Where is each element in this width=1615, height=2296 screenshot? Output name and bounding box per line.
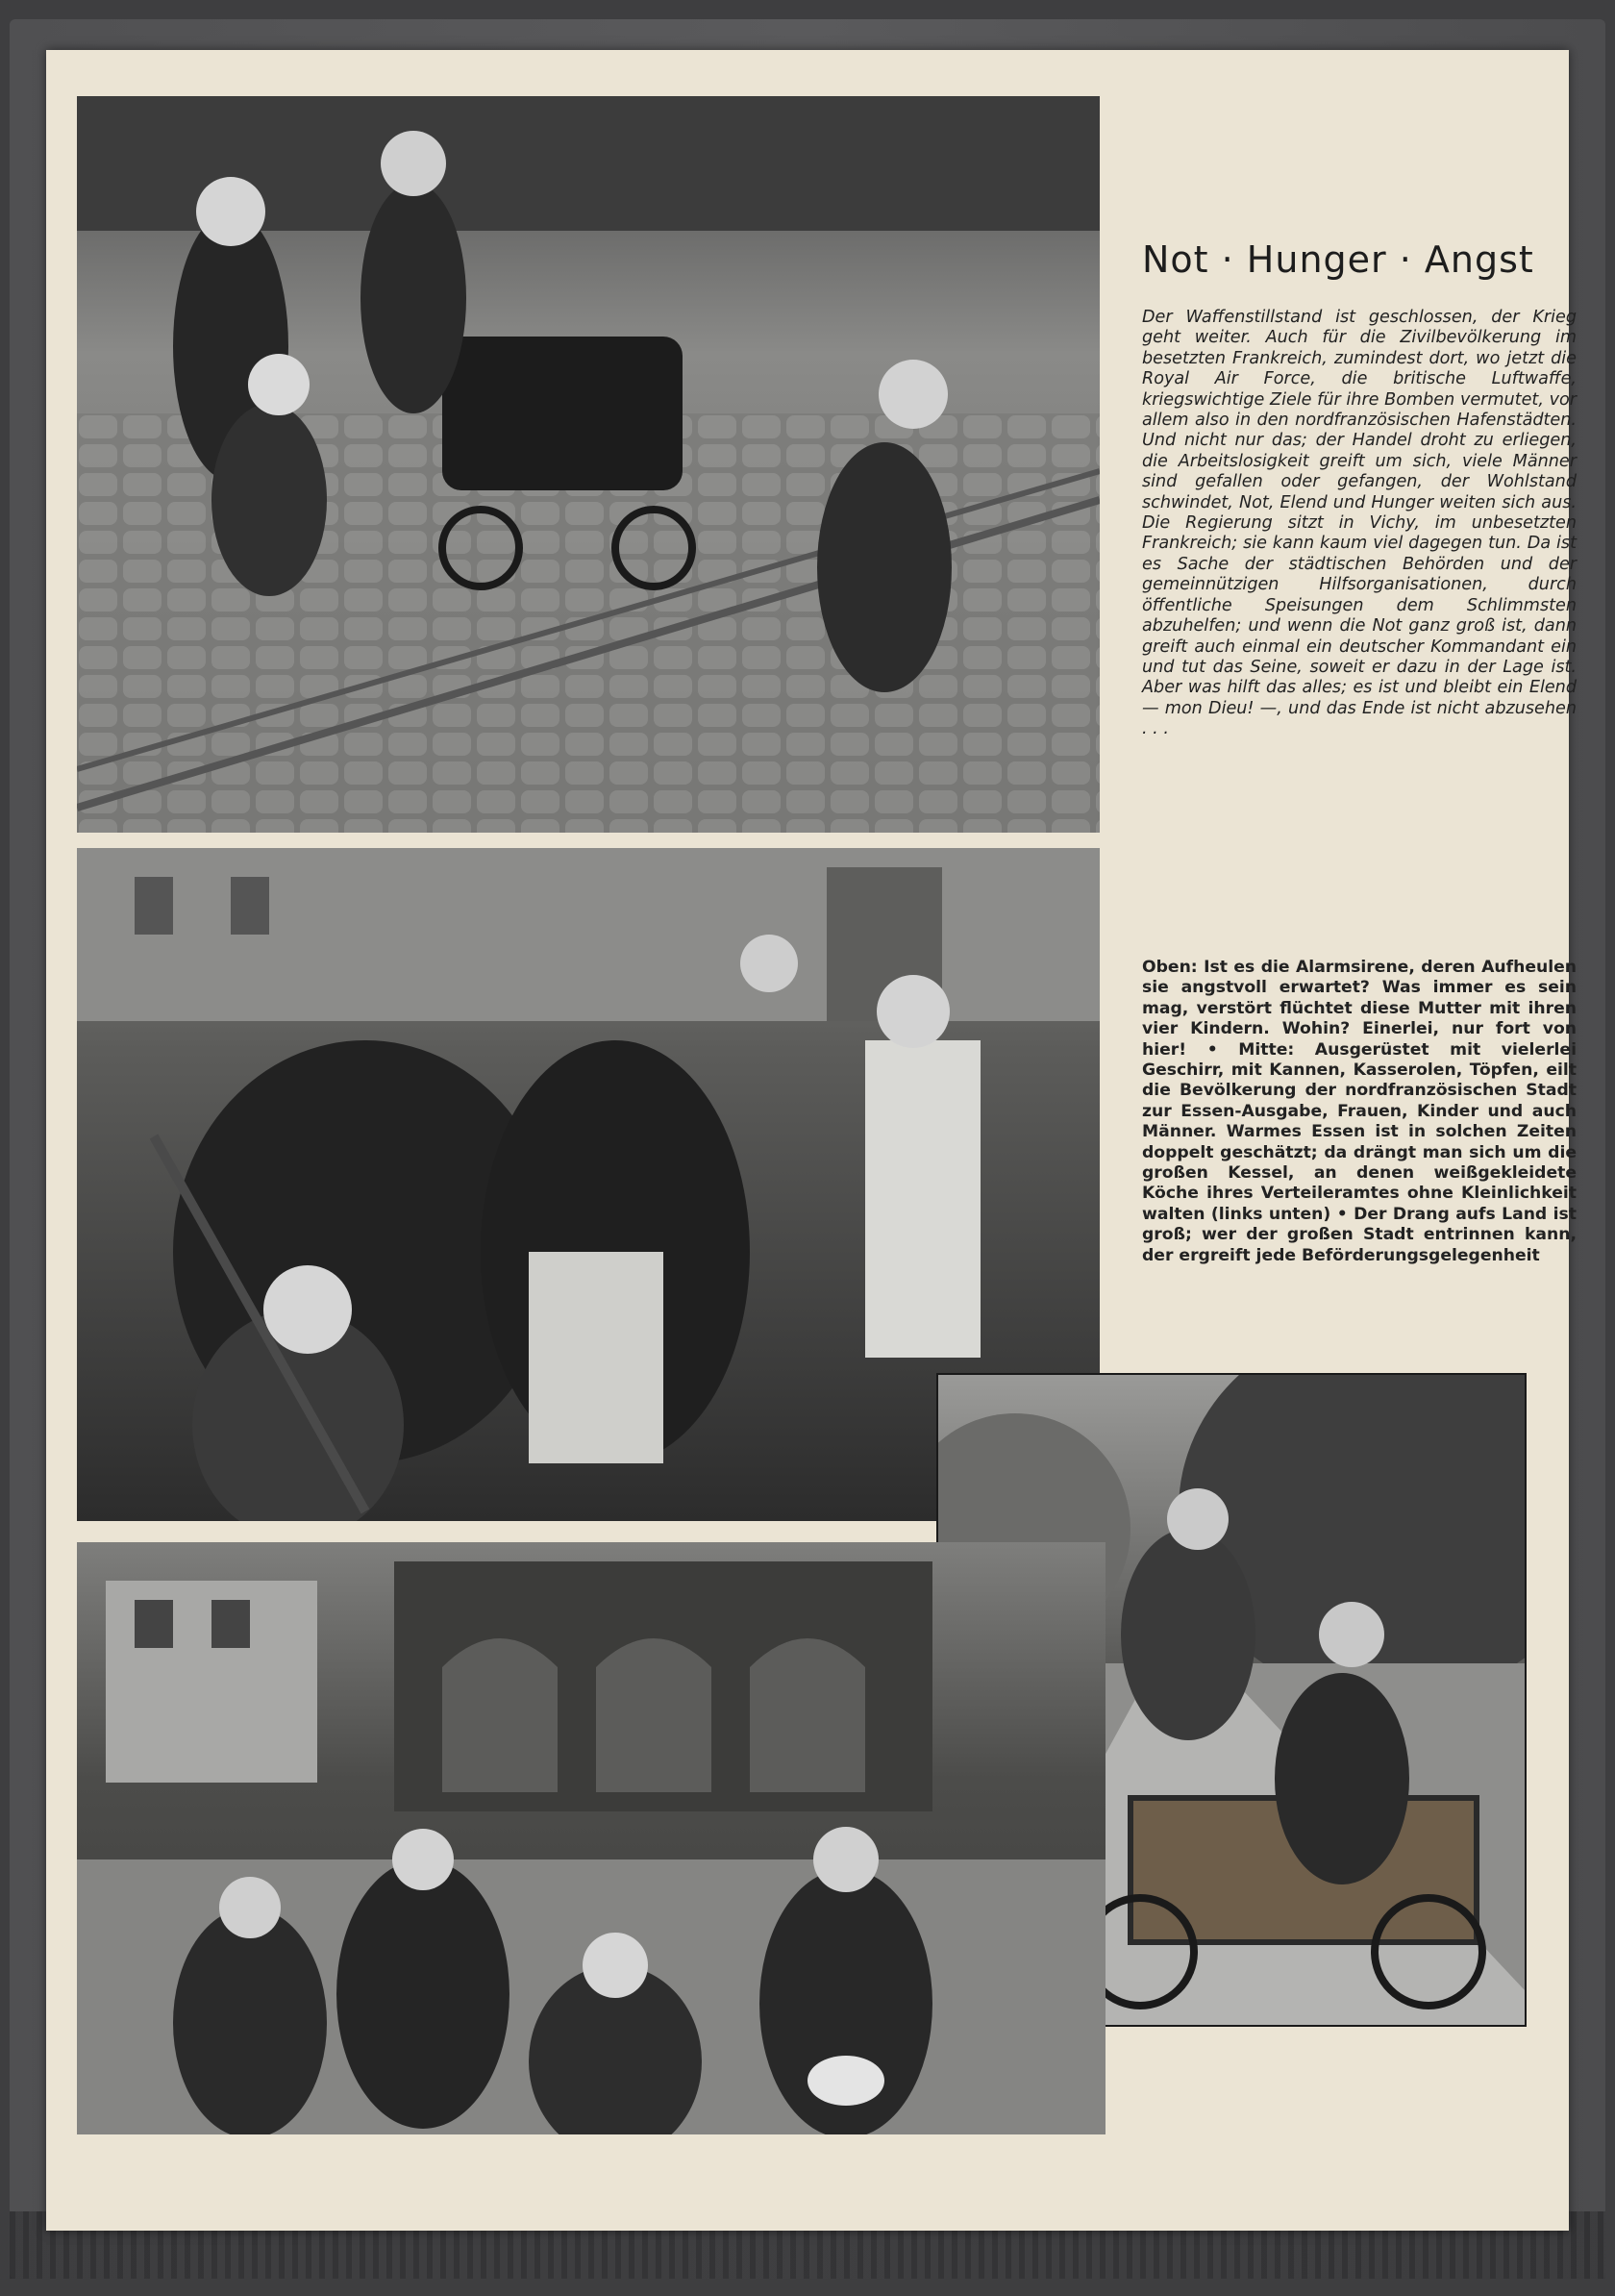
- photo-running-with-pots: [77, 1542, 1106, 2134]
- article-headline: Not · Hunger · Angst: [1142, 238, 1534, 281]
- photo-mother-with-pram: [77, 96, 1100, 833]
- magazine-page: [46, 50, 1577, 2231]
- article-body: Der Waffenstillstand ist geschlossen, der Krieg geht weiter. Auch für die Zivilbevölkerung im besetzten Frankreich, zumindest dort, wo jetzt die Royal Air Force, die britische Luftwaffe, kriegswichtige Ziele für ihre Bomben vermutet, vor allem also in den nordfranzösischen Hafenstädten. Und nicht nur das; der Handel droht zu erliegen, die Arbeitslosigkeit greift um sich, viele Männer sind gefallen oder gefangen, der Wohlstand schwindet, Not, Elend und Hunger weiten sich aus. Die Regierung sitzt in Vichy, im unbesetzten Frankreich; sie kann kaum viel dagegen tun. Da ist es Sache der städtischen Behörden und der gemeinnützigen Hilfsorganisationen, durch öffentliche Speisungen dem Schlimmsten abzuhelfen; und wenn die Not ganz groß ist, dann greift auch einmal ein deutscher Kommandant ein und tut das Seine, soweit er dazu in der Lage ist. Aber was hilft das alles; es ist und bleibt ein Elend — mon Dieu! —, und das Ende ist nicht abzusehen . . .: [1142, 308, 1577, 739]
- photo-caption: Oben: Ist es die Alarmsirene, deren Aufheulen sie angstvoll erwartet? Was immer es sein mag, verstört flüchtet diese Mutter mit ihren vier Kindern. Wohin? Einerlei, nur fort von hier! • Mitte: Ausgerüstet mit vielerlei Geschirr, mit Kannen, Kasserolen, Töpfen, eilt die Bevölkerung der nordfranzösischen Stadt zur Essen-Ausgabe, Frauen, Kinder und auch Männer. Warmes Essen ist in solchen Zeiten doppelt geschätzt; da drängt man sich um die großen Kessel, an denen weißgekleidete Köche ihres Verteileramtes ohne Kleinlichkeit walten (links unten) • Der Drang aufs Land ist groß; wer der großen Stadt entrinnen kann, der ergreift jede Beförderungsgelegenheit: [1142, 958, 1577, 1265]
